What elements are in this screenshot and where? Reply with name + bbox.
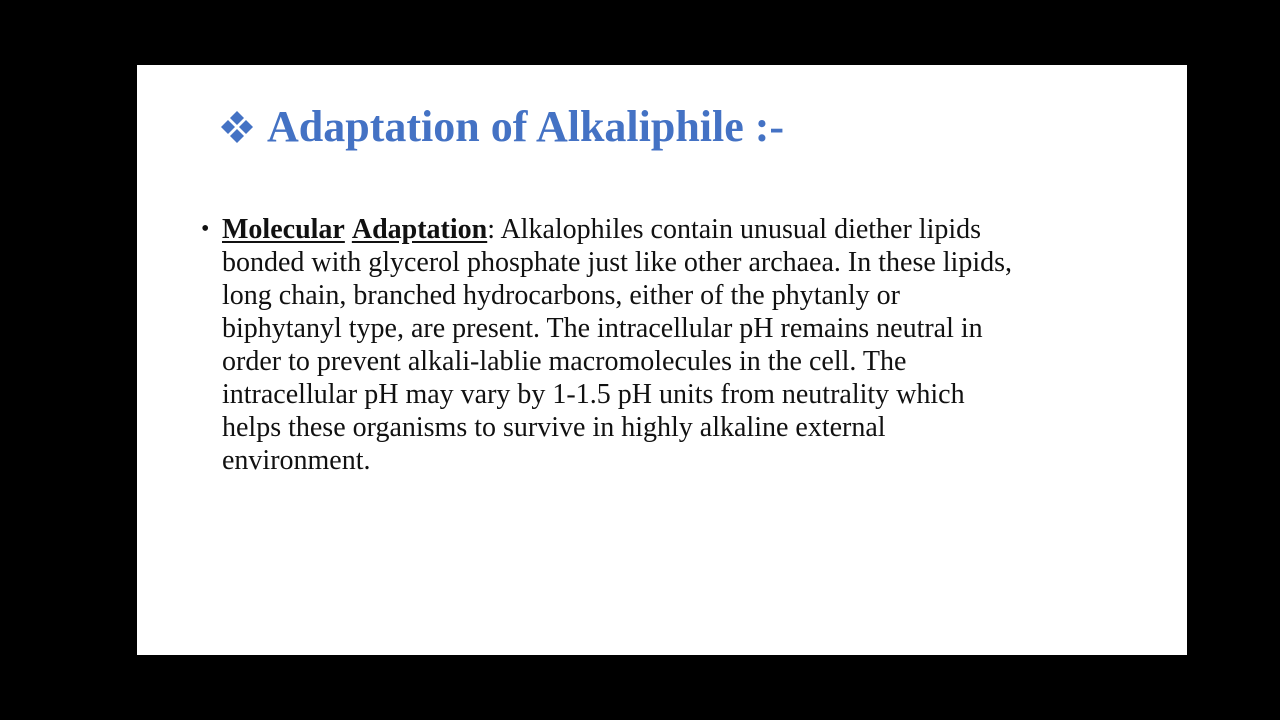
bullet-line-6: intracellular pH may vary by 1-1.5 pH units from neutrality which — [222, 379, 965, 410]
bullet-line-text-1: Alkalophiles contain unusual diether lipids — [495, 214, 982, 245]
bullet-dot: • — [201, 216, 210, 242]
four-diamond-icon — [219, 109, 255, 145]
bullet-text — [222, 213, 1101, 477]
term-adaptation: Adaptation — [351, 214, 488, 245]
term-molecular: Molecular — [222, 214, 345, 245]
slide — [137, 65, 1187, 655]
bullet-line-1 — [222, 213, 1101, 246]
slide-title — [219, 99, 784, 155]
slide-title-text: Adaptation of Alkaliphile :- — [267, 102, 785, 151]
bullet-line-3: long chain, branched hydrocarbons, either of the phytanly or — [222, 280, 901, 311]
bullet-line-7: helps these organisms to survive in highly alkaline external — [222, 412, 886, 443]
bullet-item — [201, 213, 1101, 477]
bullet-line-4: biphytanyl type, are present. The intracellular pH remains neutral in — [222, 313, 983, 344]
term-separator: : — [487, 214, 495, 245]
slide-content — [201, 213, 1101, 477]
bullet-line-2: bonded with glycerol phosphate just like other archaea. In these lipids, — [222, 247, 1013, 278]
bullet-line-8: environment. — [222, 445, 371, 476]
bullet-line-5: order to prevent alkali-lablie macromolecules in the cell. The — [222, 346, 907, 377]
